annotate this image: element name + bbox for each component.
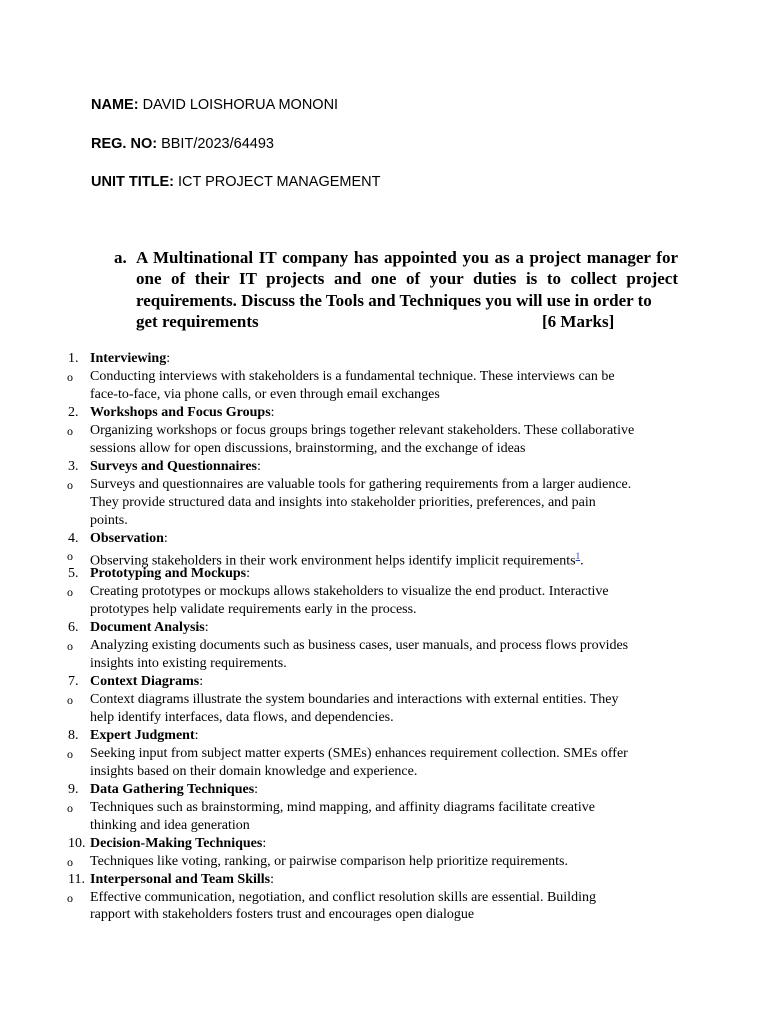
list-item-body-text: sessions allow for open discussions, brainstorming, and the exchange of ideas bbox=[90, 440, 526, 456]
question-last-line bbox=[136, 311, 678, 332]
list-item-title: Surveys and Questionnaires bbox=[90, 458, 257, 474]
list-item-number: 5. bbox=[68, 566, 79, 582]
list-item-colon: : bbox=[270, 404, 275, 420]
list-item-title: Data Gathering Techniques bbox=[90, 781, 255, 797]
bullet-marker: o bbox=[67, 746, 73, 761]
reg-value: BBIT/2023/64493 bbox=[161, 136, 274, 152]
bullet-marker: o bbox=[67, 477, 73, 492]
list-item-body-text: Seeking input from subject matter experts (SMEs) enhances requirement collection. SMEs offer bbox=[90, 745, 628, 761]
list-item-number: 1. bbox=[68, 351, 79, 366]
list-item-body-text: They provide structured data and insights into stakeholder priorities, preferences, and pain bbox=[90, 494, 596, 510]
list-item-number: 8. bbox=[68, 727, 79, 743]
list-item-colon: : bbox=[163, 530, 168, 546]
list-item-title: Context Diagrams bbox=[90, 674, 200, 690]
list-item-title-line bbox=[90, 835, 266, 853]
bullet-marker: o bbox=[67, 800, 73, 815]
unit-title-line bbox=[91, 173, 380, 191]
list-item-body-text: Organizing workshops or focus groups brings together relevant stakeholders. These collaborative bbox=[90, 422, 635, 438]
unit-label: UNIT TITLE: bbox=[91, 174, 174, 190]
bullet-marker: o bbox=[67, 854, 73, 869]
list-item-body-text: Context diagrams illustrate the system boundaries and interactions with external entities. They bbox=[90, 692, 619, 708]
list-item-title-line bbox=[90, 871, 274, 889]
list-item-title: Interviewing bbox=[90, 351, 167, 366]
list-item-title-line bbox=[90, 565, 250, 583]
list-item-body-text: Analyzing existing documents such as business cases, user manuals, and process flows provides bbox=[90, 638, 629, 654]
list-item-title-line bbox=[90, 727, 199, 745]
list-item-colon: : bbox=[270, 871, 274, 887]
list-item-colon: : bbox=[257, 458, 261, 474]
name-value: DAVID LOISHORUA MONONI bbox=[142, 97, 339, 113]
list-item-number: 4. bbox=[68, 530, 79, 546]
list-item-title: Workshops and Focus Groups bbox=[90, 404, 271, 420]
question-label: a. bbox=[114, 248, 127, 267]
bullet-marker: o bbox=[67, 585, 73, 600]
list-item-body-text: Techniques such as brainstorming, mind mapping, and affinity diagrams facilitate creative bbox=[90, 799, 595, 815]
bullet-marker: o bbox=[67, 549, 73, 564]
list-item-body-text: Conducting interviews with stakeholders is a fundamental technique. These interviews can be bbox=[90, 368, 615, 384]
reg-number-line bbox=[91, 135, 274, 153]
list-item-title-line bbox=[90, 458, 261, 476]
list-item-colon: : bbox=[166, 351, 171, 366]
list-item-colon: : bbox=[246, 566, 250, 582]
list-item-title: Observation bbox=[90, 530, 164, 546]
question-last-text: get requirements bbox=[136, 311, 259, 331]
unit-value: ICT PROJECT MANAGEMENT bbox=[178, 174, 381, 190]
list-item-number: 11. bbox=[68, 871, 85, 887]
list-item-body-text: prototypes help validate requirements early in the process. bbox=[90, 602, 417, 618]
list-item-number: 10. bbox=[68, 835, 86, 851]
list-item-number: 6. bbox=[68, 620, 79, 636]
list-item-body-text: Observing stakeholders in their work environment helps identify implicit requirements$^1$. bbox=[90, 551, 584, 570]
list-item-title-line bbox=[90, 619, 209, 637]
list-item-colon: : bbox=[204, 620, 209, 636]
list-item-body-text: Surveys and questionnaires are valuable tools for gathering requirements from a larger audience. bbox=[90, 476, 632, 492]
list-item-body-text: Creating prototypes or mockups allows stakeholders to visualize the end product. Interactive bbox=[90, 584, 609, 600]
list-item-body-text: points. bbox=[90, 512, 128, 528]
list-item-body-text: Techniques like voting, ranking, or pairwise comparison help prioritize requirements. bbox=[90, 853, 568, 869]
list-item-colon: : bbox=[262, 835, 267, 851]
list-item-number: 9. bbox=[68, 781, 79, 797]
reg-label: REG. NO: bbox=[91, 136, 158, 152]
list-item-body-text: Effective communication, negotiation, and conflict resolution skills are essential. Building bbox=[90, 889, 596, 905]
list-item-title-line bbox=[90, 673, 203, 691]
list-item-title: Decision-Making Techniques bbox=[90, 835, 263, 851]
list-item-title: Prototyping and Mockups bbox=[90, 566, 247, 582]
bullet-marker: o bbox=[67, 693, 73, 708]
list-item-body-text: insights based on their domain knowledge and experience. bbox=[90, 763, 418, 779]
list-item-title-line bbox=[90, 781, 258, 799]
list-item-title-line bbox=[90, 530, 168, 548]
list-item-colon: : bbox=[254, 781, 259, 797]
list-item-body-text: rapport with stakeholders fosters trust and encourages open dialogue bbox=[90, 907, 475, 923]
question-block bbox=[114, 247, 678, 332]
list-item-title-line bbox=[90, 404, 275, 422]
list-item-body-text: thinking and idea generation bbox=[90, 817, 250, 833]
footnote-period: . bbox=[580, 554, 584, 570]
name-label: NAME: bbox=[91, 97, 139, 113]
list-item-title: Interpersonal and Team Skills bbox=[90, 871, 271, 887]
bullet-marker: o bbox=[67, 369, 73, 384]
footnote-link[interactable]: 1 bbox=[575, 551, 581, 562]
question-text: A Multinational IT company has appointed you as a project manager for one of their IT projects and one of your duties is to collect project requirements. Discuss the Tools and Techniques you will use in order to bbox=[136, 248, 678, 310]
list-item-body-text: insights into existing requirements. bbox=[90, 656, 287, 672]
list-item-body-text: face-to-face, via phone calls, or even through email exchanges bbox=[90, 386, 440, 402]
bullet-marker: o bbox=[67, 890, 73, 905]
list-item-colon: : bbox=[199, 674, 204, 690]
question-marks: [6 Marks] bbox=[542, 311, 615, 331]
bullet-marker: o bbox=[67, 639, 73, 654]
list-item-title: Expert Judgment bbox=[90, 727, 195, 743]
list-item-number: 2. bbox=[68, 404, 79, 420]
list-item-number: 3. bbox=[68, 458, 79, 474]
student-name-line bbox=[91, 96, 338, 114]
list-item-number: 7. bbox=[68, 674, 79, 690]
bullet-marker: o bbox=[67, 423, 73, 438]
list-item-title-line bbox=[90, 350, 170, 368]
list-item-body-text: help identify interfaces, data flows, and dependencies. bbox=[90, 710, 394, 725]
list-item-title: Document Analysis bbox=[90, 620, 205, 636]
list-item-colon: : bbox=[194, 727, 199, 743]
